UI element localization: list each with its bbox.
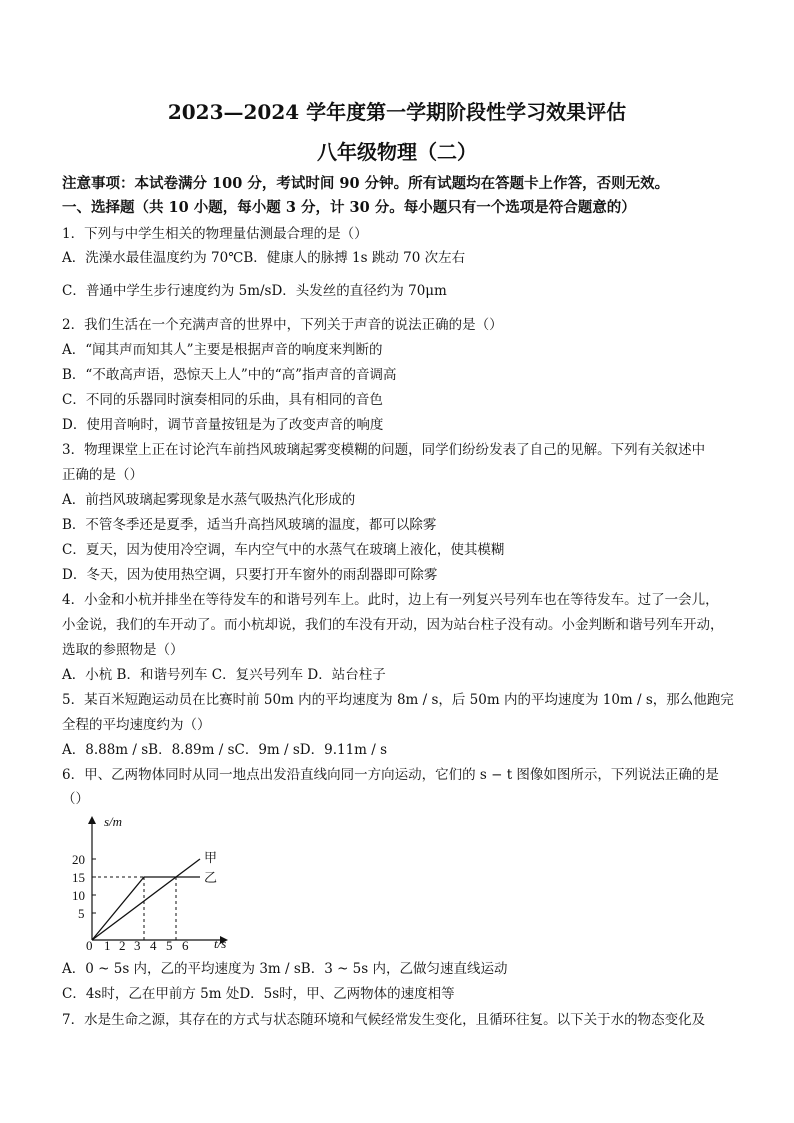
question-line: A．“闻其声而知其人”主要是根据声音的响度来判断的: [62, 342, 383, 358]
label-jia: 甲: [204, 850, 218, 865]
label-yi: 乙: [204, 870, 218, 885]
question-line: 正确的是（）: [62, 467, 143, 483]
question-line: 3．物理课堂上正在讨论汽车前挡风玻璃起雾变模糊的问题，同学们纷纷发表了自己的见解。下列有关叙述中: [62, 442, 706, 458]
x-tick: 4: [150, 938, 157, 952]
exam-title: 2023—2024 学年度第一学期阶段性学习效果评估: [167, 100, 627, 124]
question-line: A．洗澡水最佳温度约为 70℃B．健康人的脉搏 1s 跳动 70 次左右: [62, 250, 466, 266]
question-line: A．前挡风玻璃起雾现象是水蒸气吸热汽化形成的: [62, 492, 356, 508]
y-axis-label: s/m: [104, 814, 123, 829]
question-line: 2．我们生活在一个充满声音的世界中，下列关于声音的说法正确的是（）: [62, 317, 503, 333]
x-tick: 5: [166, 938, 173, 952]
exam-subtitle: 八年级物理（二）: [317, 140, 477, 164]
question-line: 5．某百米短跑运动员在比赛时前 50m 内的平均速度为 8m / s，后 50m 内的平均速度为 10m / s，那么他跑完: [62, 692, 734, 708]
question-line: B．不管冬季还是夏季，适当升高挡风玻璃的温度，都可以除雾: [62, 517, 437, 533]
question-line: 6．甲、乙两物体同时从同一地点出发沿直线向同一方向运动，它们的 s − t 图像如图所示，下列说法正确的是: [62, 767, 719, 783]
x-axis-label: t/s: [214, 936, 227, 951]
x-tick: 6: [182, 938, 189, 952]
question-line: C．夏天，因为使用冷空调，车内空气中的水蒸气在玻璃上液化，使其模糊: [62, 542, 505, 558]
question-line: B．“不敢高声语，恐惊天上人”中的“高”指声音的音调高: [62, 367, 397, 383]
question-line: 选取的参照物是（）: [62, 642, 184, 658]
x-tick: 2: [119, 938, 126, 952]
line-jia: [92, 859, 200, 940]
y-tick: 10: [72, 888, 85, 903]
question-line: D．冬天，因为使用热空调，只要打开车窗外的雨刮器即可除雾: [62, 567, 438, 583]
question-line: D．使用音响时，调节音量按钮是为了改变声音的响度: [62, 417, 384, 433]
question-line: 小金说，我们的车开动了。而小杭却说，我们的车没有开动，因为站台柱子没有动。小金判断和谐号列车开动，: [62, 617, 724, 633]
question-line: C．4s时，乙在甲前方 5m 处D．5s时，甲、乙两物体的速度相等: [62, 986, 455, 1002]
question-line: A．小杭 B．和谐号列车 C．复兴号列车 D．站台柱子: [62, 667, 386, 683]
question-line: C．普通中学生步行速度约为 5m/sD．头发丝的直径约为 70μm: [62, 283, 447, 299]
question-line: （）: [62, 791, 89, 807]
y-tick: 20: [72, 852, 85, 867]
question-line: A．0 ~ 5s 内，乙的平均速度为 3m / sB．3 ~ 5s 内，乙做匀速直线运动: [62, 961, 508, 977]
s-t-graph: [70, 812, 240, 952]
section-heading: 一、选择题（共 10 小题，每小题 3 分，计 30 分。每小题只有一个选项是符合题意的）: [62, 199, 636, 216]
y-tick: 15: [72, 870, 85, 885]
x-tick: 3: [134, 938, 141, 952]
notice: 注意事项：本试卷满分 100 分，考试时间 90 分钟。所有试题均在答题卡上作答，否则无效。: [62, 175, 670, 192]
question-line: A．8.88m / sB．8.89m / sC．9m / sD．9.11m / s: [62, 742, 388, 758]
x-tick: 1: [104, 938, 111, 952]
question-line: 全程的平均速度约为（）: [62, 717, 211, 733]
y-tick: 5: [78, 906, 85, 921]
question-line: C．不同的乐器同时演奏相同的乐曲，具有相同的音色: [62, 392, 383, 408]
line-yi: [92, 877, 200, 940]
question-line: 7．水是生命之源，其存在的方式与状态随环境和气候经常发生变化，且循环往复。以下关于水的物态变化及: [62, 1012, 706, 1028]
x-tick: 0: [86, 938, 93, 952]
question-line: 4．小金和小杭并排坐在等待发车的和谐号列车上。此时，边上有一列复兴号列车也在等待发车。过了一会儿，: [62, 592, 719, 608]
question-line: 1．下列与中学生相关的物理量估测最合理的是（）: [62, 226, 368, 242]
